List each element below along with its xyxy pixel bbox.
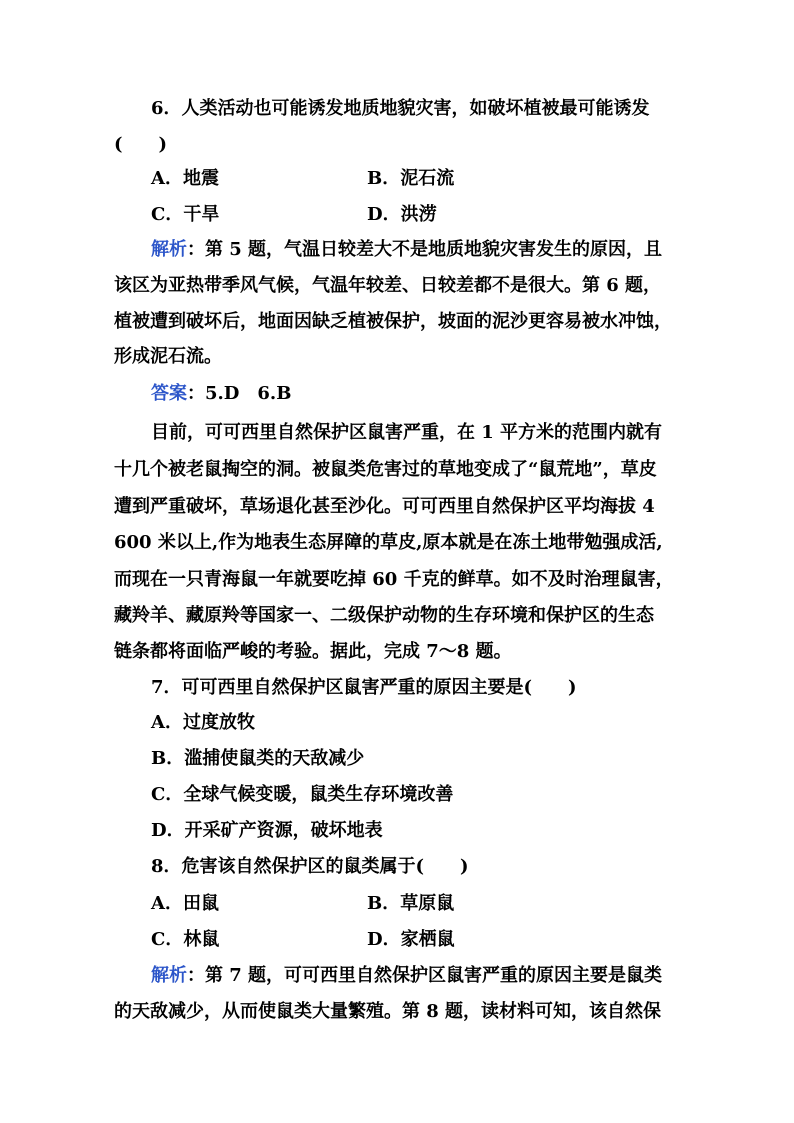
material-line-1: 目前，可可西里自然保护区鼠害严重，在 1 平方米的范围内就有 <box>151 422 663 443</box>
analysis-1-line-4: 形成泥石流。 <box>114 346 222 367</box>
analysis-label: 解析 <box>151 965 187 986</box>
material-line-4: 600 米以上,作为地表生态屏障的草皮,原本就是在冻土地带勉强成活, <box>114 532 663 553</box>
material-line-5: 而现在一只青海鼠一年就要吃掉 60 千克的鲜草。如不及时治理鼠害， <box>114 569 674 590</box>
q6-option-c: C．干旱 <box>151 204 220 225</box>
analysis-1-line-1 <box>151 237 662 263</box>
material-line-6: 藏羚羊、藏原羚等国家一、二级保护动物的生存环境和保护区的生态 <box>114 605 654 626</box>
q8-option-d: D．家栖鼠 <box>367 929 455 950</box>
answer-1-line <box>151 381 291 407</box>
q6-option-a: A．地震 <box>151 168 219 189</box>
analysis-1-line-3: 植被遭到破坏后，地面因缺乏植被保护，坡面的泥沙更容易被水冲蚀， <box>114 311 672 332</box>
q8-option-a: A．田鼠 <box>151 893 219 914</box>
answer-label: 答案 <box>151 383 187 404</box>
q6-option-d: D．洪涝 <box>367 204 437 225</box>
q7-option-b: B．滥捕使鼠类的天敌减少 <box>151 748 365 769</box>
material-line-7: 链条都将面临严峻的考验。据此，完成 7～8 题。 <box>114 641 512 662</box>
q8-stem: 8．危害该自然保护区的鼠类属于( ) <box>151 856 469 877</box>
q7-option-c: C．全球气候变暖，鼠类生存环境改善 <box>151 784 454 805</box>
q7-option-d: D．开采矿产资源，破坏地表 <box>151 820 383 841</box>
analysis-2-line-2: 的天敌减少，从而使鼠类大量繁殖。第 8 题，读材料可知，该自然保 <box>114 1001 662 1022</box>
analysis-label: 解析 <box>151 239 187 260</box>
q8-option-b: B．草原鼠 <box>367 893 455 914</box>
q6-answer-blank: ( ) <box>114 134 168 155</box>
q6-option-b: B．泥石流 <box>367 168 455 189</box>
analysis-1-text-1: ：第 5 题，气温日较差大不是地质地貌灾害发生的原因，且 <box>187 239 663 260</box>
analysis-2-line-1 <box>151 963 662 989</box>
analysis-2-text-1: ：第 7 题，可可西里自然保护区鼠害严重的原因主要是鼠类 <box>187 965 663 986</box>
q6-stem-line-1: 6．人类活动也可能诱发地质地貌灾害，如破坏植被最可能诱发 <box>151 98 650 119</box>
q8-option-c: C．林鼠 <box>151 929 220 950</box>
material-line-3: 遭到严重破坏，草场退化甚至沙化。可可西里自然保护区平均海拔 4 <box>114 496 655 517</box>
analysis-1-line-2: 该区为亚热带季风气候，气温年较差、日较差都不是很大。第 6 题， <box>114 275 662 296</box>
answer-1-text: ：5.D 6.B <box>187 383 292 404</box>
q7-option-a: A．过度放牧 <box>151 712 255 733</box>
q7-stem: 7．可可西里自然保护区鼠害严重的原因主要是( ) <box>151 677 577 698</box>
material-line-2: 十几个被老鼠掏空的洞。被鼠类危害过的草地变成了“鼠荒地”，草皮 <box>114 459 657 480</box>
